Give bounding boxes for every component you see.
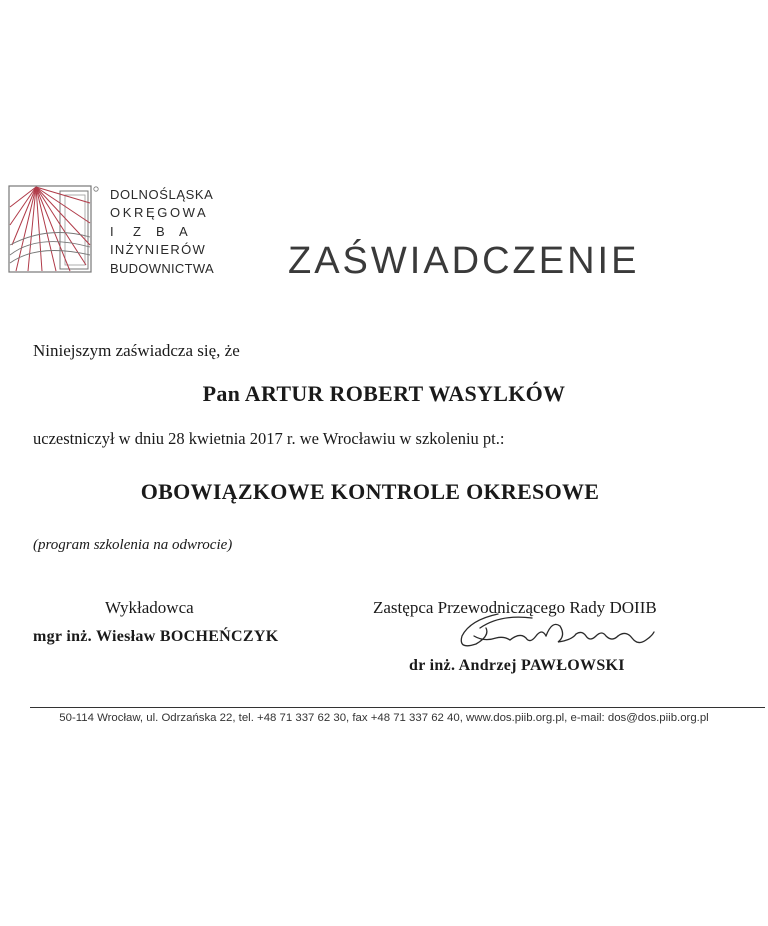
footer-contact: 50-114 Wrocław, ul. Odrzańska 22, tel. +48 71 337 62 30, fax +48 71 337 62 40, www.dos.piib.org.pl, e-mail: dos@dos.piib.org.pl [59,712,709,724]
org-line-5: BUDOWNICTWA [110,260,214,276]
organization-name [110,186,214,278]
intro-text: Niniejszym zaświadcza się, że [33,341,240,360]
izba-letter: I [110,223,114,239]
org-line-4: INŻYNIERÓW [110,242,207,258]
org-line-1: DOLNOŚLĄSKA [110,187,214,202]
lecturer-label: Wykładowca [105,598,194,617]
document-title: ZAŚWIADCZENIE [288,240,640,282]
recipient-name: Pan ARTUR ROBERT WASYLKÓW [202,381,566,406]
deputy-chair-label: Zastępca Przewodniczącego Rady DOIIB [373,598,657,617]
attendance-text: uczestniczył w dniu 28 kwietnia 2017 r. we Wrocławiu w szkoleniu pt.: [33,429,505,448]
program-note: (program szkolenia na odwrocie) [33,537,233,553]
deputy-chair-name: dr inż. Andrzej PAWŁOWSKI [409,657,625,674]
izba-letter: Z [133,223,141,239]
handwritten-signature-icon [440,606,660,662]
org-line-izba [110,223,214,241]
footer-divider [30,707,765,708]
course-title: OBOWIĄZKOWE KONTROLE OKRESOWE [140,479,600,504]
org-line-2: OKRĘGOWA [110,205,209,221]
organization-logo-icon [8,185,100,277]
lecturer-name: mgr inż. Wiesław BOCHEŃCZYK [33,628,279,645]
izba-letter: A [179,223,188,239]
izba-letter: B [156,223,165,239]
